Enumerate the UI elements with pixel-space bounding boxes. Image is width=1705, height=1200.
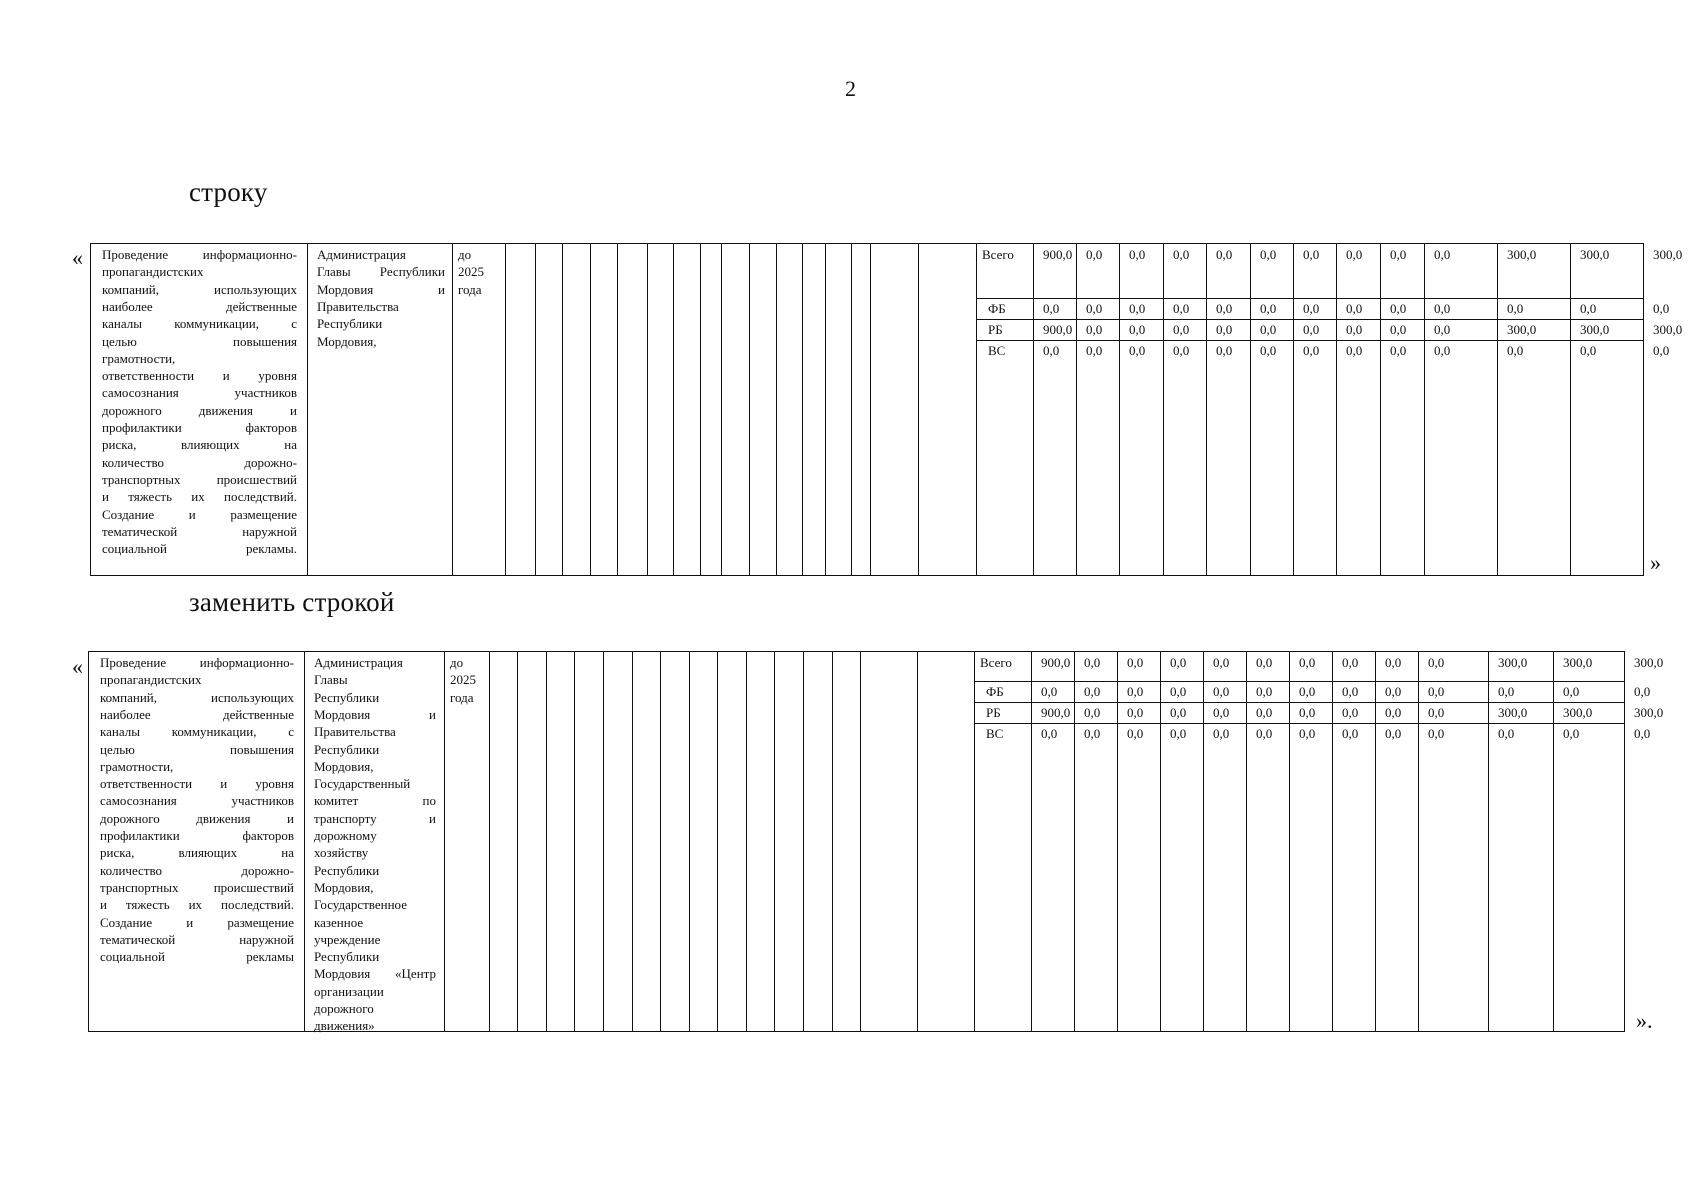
- finance-value: 0,0: [1173, 343, 1190, 358]
- finance-value: 0,0: [1043, 301, 1060, 316]
- column-line: [832, 651, 833, 1032]
- finance-value: 0,0: [1260, 247, 1277, 262]
- executor-line: Главы: [314, 672, 348, 688]
- description-line: транспортных происшествий: [102, 471, 297, 487]
- deadline-line: года: [450, 689, 474, 705]
- description-line: целью повышения: [102, 333, 297, 349]
- finance-value: 0,0: [1213, 705, 1230, 720]
- description-line: компаний, использующих: [102, 281, 297, 297]
- finance-value: 0,0: [1216, 301, 1233, 316]
- description-line: дорожного движения и: [100, 810, 294, 826]
- finance-value: 300,0: [1507, 322, 1537, 337]
- executor-line: Мордовия «Центр: [314, 966, 436, 982]
- finance-label-3: ВС: [988, 343, 1006, 358]
- finance-value: 0,0: [1084, 726, 1101, 741]
- column-line: [660, 651, 661, 1032]
- column-line: [1076, 243, 1077, 576]
- column-line: [574, 651, 575, 1032]
- finance-value: 0,0: [1303, 322, 1320, 337]
- finance-value: 0,0: [1434, 322, 1451, 337]
- finance-value: 0,0: [1346, 247, 1363, 262]
- finance-value: 0,0: [1170, 684, 1187, 699]
- finance-value: 0,0: [1498, 726, 1515, 741]
- column-line: [1074, 651, 1075, 1032]
- finance-value: 0,0: [1390, 247, 1407, 262]
- finance-value: 0,0: [1580, 301, 1597, 316]
- finance-value: 0,0: [1041, 726, 1058, 741]
- column-line: [1206, 243, 1207, 576]
- finance-value: 0,0: [1127, 705, 1144, 720]
- finance-value: 0,0: [1086, 301, 1103, 316]
- finance-value: 0,0: [1385, 726, 1402, 741]
- column-line: [546, 651, 547, 1032]
- executor-line: Республики: [314, 689, 380, 705]
- column-line: [307, 243, 308, 576]
- executor-line: Республики: [317, 316, 383, 332]
- column-line: [825, 243, 826, 576]
- column-line: [562, 243, 563, 576]
- finance-label-1: ФБ: [986, 684, 1004, 699]
- finance-label-3: ВС: [986, 726, 1004, 741]
- finance-value: 300,0: [1634, 705, 1664, 720]
- executor-line: хозяйству: [314, 845, 369, 861]
- column-line: [1246, 651, 1247, 1032]
- column-line: [505, 243, 506, 576]
- column-line: [673, 243, 674, 576]
- quote-close-first: »: [1650, 550, 1661, 575]
- description-line: социальной рекламы.: [102, 541, 297, 557]
- column-line: [1160, 651, 1161, 1032]
- executor-line: организации: [314, 983, 384, 999]
- column-line: [1418, 651, 1419, 1032]
- finance-value: 0,0: [1213, 726, 1230, 741]
- finance-row-line: [976, 319, 1644, 320]
- column-line: [90, 243, 91, 576]
- finance-value: 0,0: [1041, 684, 1058, 699]
- column-line: [860, 651, 861, 1032]
- description-line: количество дорожно-: [102, 454, 297, 470]
- finance-value: 0,0: [1299, 684, 1316, 699]
- finance-value: 0,0: [1390, 343, 1407, 358]
- column-line: [1643, 243, 1644, 576]
- deadline-line: года: [458, 281, 482, 297]
- finance-row-line: [976, 298, 1644, 299]
- finance-value: 0,0: [1256, 655, 1273, 670]
- finance-value: 300,0: [1580, 247, 1610, 262]
- executor-line: дорожного: [314, 1001, 374, 1016]
- finance-value: 0,0: [1084, 684, 1101, 699]
- finance-value: 0,0: [1129, 322, 1146, 337]
- executor-line: Мордовия,: [314, 758, 374, 774]
- finance-value: 0,0: [1342, 705, 1359, 720]
- description-line: дорожного движения и: [102, 402, 297, 418]
- column-line: [717, 651, 718, 1032]
- executor-line: Республики: [314, 949, 380, 965]
- finance-value: 900,0: [1041, 655, 1071, 670]
- finance-value: 300,0: [1634, 655, 1664, 670]
- column-line: [1031, 651, 1032, 1032]
- finance-label-2: РБ: [986, 705, 1001, 720]
- column-line: [1203, 651, 1204, 1032]
- finance-value: 0,0: [1634, 726, 1651, 741]
- finance-value: 0,0: [1428, 726, 1445, 741]
- finance-value: 0,0: [1260, 301, 1277, 316]
- column-line: [1119, 243, 1120, 576]
- column-line: [517, 651, 518, 1032]
- column-line: [746, 651, 747, 1032]
- finance-value: 900,0: [1043, 322, 1073, 337]
- description-line: ответственности и уровня: [100, 776, 294, 792]
- table-top-line: [90, 243, 1644, 244]
- description-line: количество дорожно-: [100, 862, 294, 878]
- deadline-line: до: [450, 655, 464, 670]
- column-line: [851, 243, 852, 576]
- executor-line: Государственное: [314, 897, 407, 913]
- executor-line: Мордовия,: [317, 333, 377, 349]
- description-line: и тяжесть их последствий.: [100, 897, 294, 913]
- finance-value: 0,0: [1434, 301, 1451, 316]
- executor-line: Мордовия и: [317, 281, 445, 297]
- finance-value: 300,0: [1580, 322, 1610, 337]
- finance-value: 0,0: [1428, 655, 1445, 670]
- executor-line: Администрация: [314, 655, 403, 670]
- finance-value: 0,0: [1043, 343, 1060, 358]
- column-line: [1336, 243, 1337, 576]
- finance-value: 300,0: [1507, 247, 1537, 262]
- finance-row-line: [974, 702, 1625, 703]
- deadline-line: до: [458, 247, 472, 262]
- description-line: компаний, использующих: [100, 689, 294, 705]
- finance-label-2: РБ: [988, 322, 1003, 337]
- finance-value: 0,0: [1346, 301, 1363, 316]
- description-line: самосознания участников: [102, 385, 297, 401]
- finance-row-line: [976, 340, 1644, 341]
- column-line: [1624, 651, 1625, 1032]
- finance-value: 300,0: [1563, 655, 1593, 670]
- finance-value: 0,0: [1170, 726, 1187, 741]
- finance-value: 0,0: [1170, 705, 1187, 720]
- finance-value: 0,0: [1580, 343, 1597, 358]
- finance-value: 0,0: [1084, 655, 1101, 670]
- column-line: [918, 243, 919, 576]
- finance-label-0: Всего: [982, 247, 1014, 262]
- finance-row-line: [974, 723, 1625, 724]
- finance-value: 0,0: [1385, 705, 1402, 720]
- column-line: [1332, 651, 1333, 1032]
- column-line: [1033, 243, 1034, 576]
- finance-value: 900,0: [1041, 705, 1071, 720]
- column-line: [1488, 651, 1489, 1032]
- description-line: тематической наружной: [100, 931, 294, 947]
- finance-value: 0,0: [1346, 343, 1363, 358]
- column-line: [603, 651, 604, 1032]
- finance-row-line: [974, 681, 1625, 682]
- finance-value: 0,0: [1653, 301, 1670, 316]
- finance-value: 0,0: [1086, 343, 1103, 358]
- column-line: [1380, 243, 1381, 576]
- column-line: [1250, 243, 1251, 576]
- finance-value: 0,0: [1428, 684, 1445, 699]
- deadline-line: 2025: [450, 672, 476, 688]
- finance-value: 300,0: [1563, 705, 1593, 720]
- column-line: [1375, 651, 1376, 1032]
- executor-line: Правительства: [314, 724, 396, 740]
- finance-value: 0,0: [1498, 684, 1515, 699]
- quote-open-second: «: [72, 654, 83, 679]
- description-line: профилактики факторов: [102, 420, 297, 435]
- description-line: риска, влияющих на: [102, 437, 297, 453]
- column-line: [444, 651, 445, 1032]
- description-line: каналы коммуникации, с: [100, 724, 294, 740]
- description-line: пропагандистских: [100, 672, 202, 688]
- finance-value: 0,0: [1342, 684, 1359, 699]
- finance-value: 0,0: [1127, 726, 1144, 741]
- description-line: Создание и размещение: [100, 914, 294, 930]
- finance-value: 0,0: [1634, 684, 1651, 699]
- description-line: ответственности и уровня: [102, 368, 297, 384]
- column-line: [917, 651, 918, 1032]
- executor-line: Главы Республики: [317, 264, 445, 280]
- finance-value: 0,0: [1173, 322, 1190, 337]
- finance-value: 0,0: [1390, 322, 1407, 337]
- deadline-line: 2025: [458, 264, 484, 280]
- executor-line: казенное: [314, 914, 364, 930]
- table-bottom-line: [90, 575, 1644, 576]
- finance-value: 0,0: [1563, 684, 1580, 699]
- column-line: [632, 651, 633, 1032]
- column-line: [974, 651, 975, 1032]
- column-line: [590, 243, 591, 576]
- executor-line: Республики: [314, 862, 380, 878]
- finance-value: 0,0: [1385, 655, 1402, 670]
- column-line: [803, 651, 804, 1032]
- column-line: [489, 651, 490, 1032]
- finance-value: 0,0: [1303, 301, 1320, 316]
- finance-value: 0,0: [1299, 655, 1316, 670]
- finance-value: 0,0: [1170, 655, 1187, 670]
- column-line: [774, 651, 775, 1032]
- heading-after: заменить строкой: [189, 587, 395, 617]
- finance-value: 0,0: [1260, 322, 1277, 337]
- finance-value: 0,0: [1129, 247, 1146, 262]
- description-line: целью повышения: [100, 741, 294, 757]
- finance-value: 0,0: [1213, 655, 1230, 670]
- column-line: [452, 243, 453, 576]
- column-line: [1289, 651, 1290, 1032]
- finance-value: 0,0: [1507, 301, 1524, 316]
- description-line: Проведение информационно-: [100, 655, 294, 670]
- executor-line: учреждение: [314, 931, 381, 947]
- heading-before: строку: [189, 177, 268, 207]
- executor-line: Мордовия,: [314, 879, 374, 895]
- finance-value: 0,0: [1256, 684, 1273, 699]
- column-line: [776, 243, 777, 576]
- description-line: и тяжесть их последствий.: [102, 489, 297, 505]
- finance-value: 0,0: [1086, 247, 1103, 262]
- description-line: самосознания участников: [100, 793, 294, 809]
- executor-line: транспорту и: [314, 810, 436, 826]
- finance-value: 0,0: [1299, 726, 1316, 741]
- description-line: наиболее действенные: [100, 706, 294, 722]
- finance-value: 0,0: [1390, 301, 1407, 316]
- finance-value: 0,0: [1385, 684, 1402, 699]
- table-top-line: [88, 651, 1625, 652]
- description-line: грамотности,: [102, 350, 176, 366]
- finance-value: 0,0: [1127, 655, 1144, 670]
- finance-value: 300,0: [1653, 247, 1683, 262]
- quote-close-second: ».: [1636, 1008, 1653, 1033]
- executor-line: Правительства: [317, 298, 399, 314]
- executor-line: Государственный: [314, 776, 411, 792]
- column-line: [535, 243, 536, 576]
- finance-label-0: Всего: [980, 655, 1012, 670]
- description-line: грамотности,: [100, 758, 174, 774]
- finance-value: 0,0: [1127, 684, 1144, 699]
- finance-value: 0,0: [1342, 655, 1359, 670]
- column-line: [870, 243, 871, 576]
- finance-value: 0,0: [1216, 322, 1233, 337]
- column-line: [802, 243, 803, 576]
- finance-value: 900,0: [1043, 247, 1073, 262]
- finance-value: 300,0: [1498, 705, 1528, 720]
- finance-value: 300,0: [1498, 655, 1528, 670]
- column-line: [749, 243, 750, 576]
- column-line: [1293, 243, 1294, 576]
- executor-line: Республики: [314, 741, 380, 757]
- finance-value: 0,0: [1173, 247, 1190, 262]
- description-line: Создание и размещение: [102, 506, 297, 522]
- description-line: транспортных происшествий: [100, 879, 294, 895]
- finance-value: 0,0: [1563, 726, 1580, 741]
- executor-line: движения»: [314, 1018, 375, 1034]
- finance-value: 0,0: [1129, 301, 1146, 316]
- finance-value: 0,0: [1434, 247, 1451, 262]
- finance-value: 0,0: [1216, 343, 1233, 358]
- description-line: профилактики факторов: [100, 828, 294, 843]
- column-line: [1117, 651, 1118, 1032]
- column-line: [1570, 243, 1571, 576]
- column-line: [1424, 243, 1425, 576]
- finance-value: 0,0: [1084, 705, 1101, 720]
- description-line: пропагандистских: [102, 264, 204, 280]
- finance-value: 0,0: [1129, 343, 1146, 358]
- finance-value: 0,0: [1299, 705, 1316, 720]
- finance-value: 0,0: [1428, 705, 1445, 720]
- finance-value: 0,0: [1653, 343, 1670, 358]
- description-line: тематической наружной: [102, 523, 297, 539]
- finance-value: 0,0: [1213, 684, 1230, 699]
- finance-value: 0,0: [1342, 726, 1359, 741]
- column-line: [617, 243, 618, 576]
- column-line: [700, 243, 701, 576]
- quote-open-first: «: [72, 245, 83, 270]
- finance-value: 0,0: [1216, 247, 1233, 262]
- column-line: [689, 651, 690, 1032]
- executor-line: Администрация: [317, 247, 406, 262]
- column-line: [647, 243, 648, 576]
- finance-value: 0,0: [1346, 322, 1363, 337]
- description-line: риска, влияющих на: [100, 845, 294, 861]
- finance-value: 0,0: [1086, 322, 1103, 337]
- finance-value: 300,0: [1653, 322, 1683, 337]
- finance-value: 0,0: [1303, 343, 1320, 358]
- column-line: [1163, 243, 1164, 576]
- executor-line: комитет по: [314, 793, 436, 809]
- description-line: каналы коммуникации, с: [102, 316, 297, 332]
- column-line: [721, 243, 722, 576]
- finance-value: 0,0: [1256, 726, 1273, 741]
- executor-line: дорожному: [314, 828, 377, 843]
- finance-label-1: ФБ: [988, 301, 1006, 316]
- description-line: Проведение информационно-: [102, 247, 297, 262]
- finance-value: 0,0: [1303, 247, 1320, 262]
- finance-value: 0,0: [1434, 343, 1451, 358]
- finance-value: 0,0: [1256, 705, 1273, 720]
- description-line: наиболее действенные: [102, 298, 297, 314]
- description-line: социальной рекламы: [100, 949, 294, 965]
- finance-value: 0,0: [1260, 343, 1277, 358]
- column-line: [976, 243, 977, 576]
- column-line: [304, 651, 305, 1032]
- column-line: [1497, 243, 1498, 576]
- finance-value: 0,0: [1507, 343, 1524, 358]
- executor-line: Мордовия и: [314, 706, 436, 722]
- page-number: 2: [845, 76, 856, 101]
- column-line: [1553, 651, 1554, 1032]
- finance-value: 0,0: [1173, 301, 1190, 316]
- column-line: [88, 651, 89, 1032]
